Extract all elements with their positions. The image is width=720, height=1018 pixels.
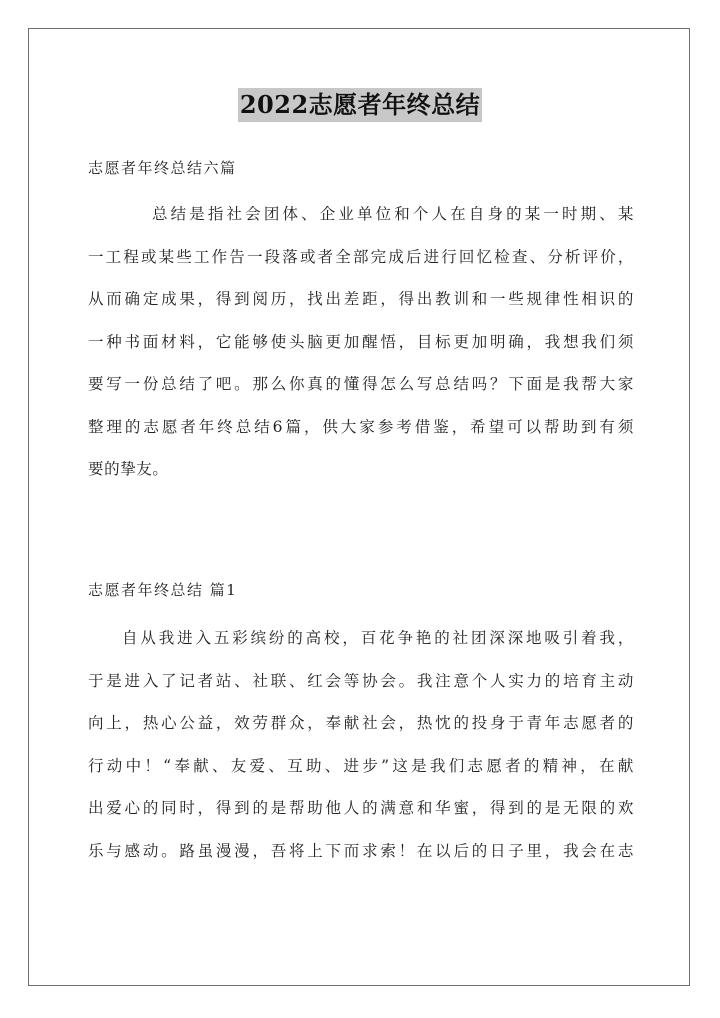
section-heading: 志愿者年终总结 篇1 bbox=[88, 581, 238, 599]
document-subtitle: 志愿者年终总结六篇 bbox=[88, 159, 237, 177]
text-line: 向上，热心公益，效劳群众，奉献社会，热忱的投身于青年志愿者的 bbox=[88, 714, 634, 732]
intro-paragraph bbox=[88, 193, 634, 491]
text-line: 一种书面材料，它能够使头脑更加醒悟，目标更加明确，我想我们须 bbox=[88, 332, 634, 351]
text-line: 出爱心的同时，得到的是帮助他人的满意和华蜜，得到的是无限的欢 bbox=[88, 799, 634, 817]
text-line: 从而确定成果，得到阅历，找出差距，得出教训和一些规律性相识的 bbox=[88, 290, 634, 308]
text-line: 一工程或某些工作告一段落或者全部完成后进行回忆检查、分析评价， bbox=[88, 247, 634, 266]
document-title: 2022志愿者年终总结 bbox=[238, 88, 482, 122]
text-line: 要写一份总结了吧。那么你真的懂得怎么写总结吗？下面是我帮大家 bbox=[88, 375, 634, 393]
text-line: 自从我进入五彩缤纷的高校，百花争艳的社团深深地吸引着我， bbox=[122, 629, 634, 647]
text-line: 行动中！“奉献、友爱、互助、进步”这是我们志愿者的精神，在献 bbox=[88, 756, 634, 775]
text-line: 于是进入了记者站、社联、红会等协会。我注意个人实力的培育主动 bbox=[88, 671, 634, 690]
text-line: 总结是指社会团体、企业单位和个人在自身的某一时期、某 bbox=[152, 205, 634, 223]
title-container bbox=[0, 88, 720, 122]
text-line: 乐与感动。路虽漫漫，吾将上下而求索！在以后的日子里，我会在志 bbox=[88, 841, 634, 860]
text-line: 要的挚友。 bbox=[88, 460, 169, 478]
section1-paragraph bbox=[88, 617, 634, 872]
text-line: 整理的志愿者年终总结6篇，供大家参考借鉴，希望可以帮助到有须 bbox=[88, 417, 634, 436]
